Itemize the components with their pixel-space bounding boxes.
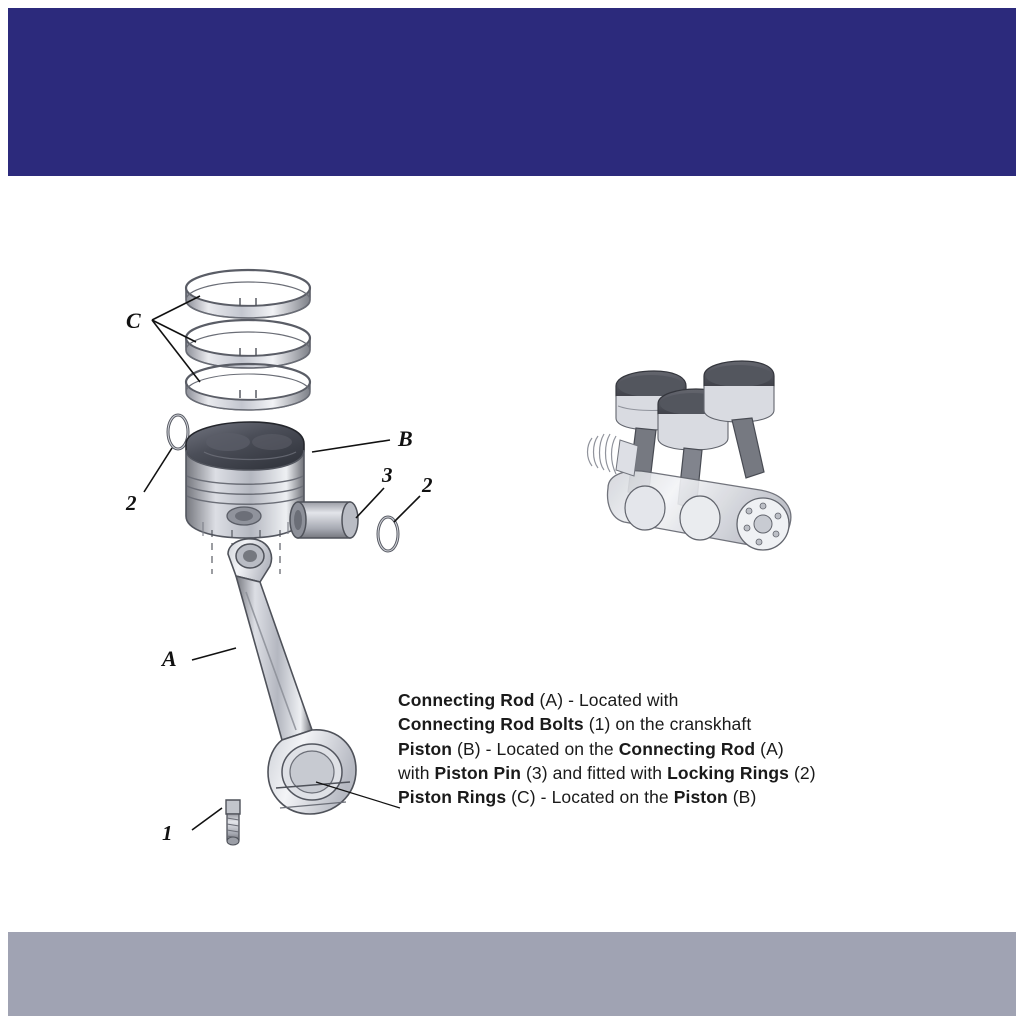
piston-pin: [290, 502, 358, 538]
connecting-rod: [228, 539, 356, 814]
top-banner-band: [8, 8, 1016, 176]
locking-ring-left: [168, 415, 188, 449]
caption-term: Piston: [673, 787, 728, 808]
callout-b-label: B: [398, 426, 413, 451]
caption-line: [398, 761, 868, 785]
caption-text: (C) - Located on the: [506, 787, 674, 808]
caption-line: [398, 688, 868, 712]
caption-text: (B): [727, 787, 757, 808]
caption-term: Locking Rings: [667, 762, 789, 783]
caption-term: Piston: [398, 738, 453, 759]
caption-term: Piston Pin: [434, 762, 522, 783]
piston-group: [186, 422, 304, 538]
caption-text: (2): [788, 762, 816, 783]
caption-line: [398, 737, 868, 761]
callout-3-label: 3: [382, 463, 393, 487]
caption-line: [398, 712, 868, 736]
callout-a-label: A: [162, 646, 177, 671]
piston-rings-group: [186, 270, 310, 410]
caption-term: Connecting Rod: [398, 690, 535, 710]
assembled-crankshaft-inset: [588, 361, 791, 550]
caption-text: (3) and fitted with: [521, 762, 668, 783]
caption-term: Connecting Rod: [618, 738, 756, 759]
callout-2-right-label: 2: [422, 473, 433, 497]
caption-line: [398, 785, 868, 809]
bottom-banner-band: [8, 932, 1016, 1016]
caption-term: Connecting Rod Bolts: [398, 714, 584, 735]
caption-text: (B) - Located on the: [452, 738, 619, 759]
caption-text: (1) on the cranskhaft: [583, 714, 752, 735]
callout-c-label: C: [126, 308, 141, 333]
caption-text: (A): [755, 738, 784, 759]
callout-2-left-label: 2: [126, 491, 137, 515]
caption-text: with: [398, 762, 435, 783]
callout-1-label: 1: [162, 821, 173, 845]
caption-text: (A) - Located with: [534, 690, 679, 710]
caption-term: Piston Rings: [398, 787, 507, 808]
caption-block: [398, 688, 868, 809]
connecting-rod-bolt: [226, 800, 240, 845]
